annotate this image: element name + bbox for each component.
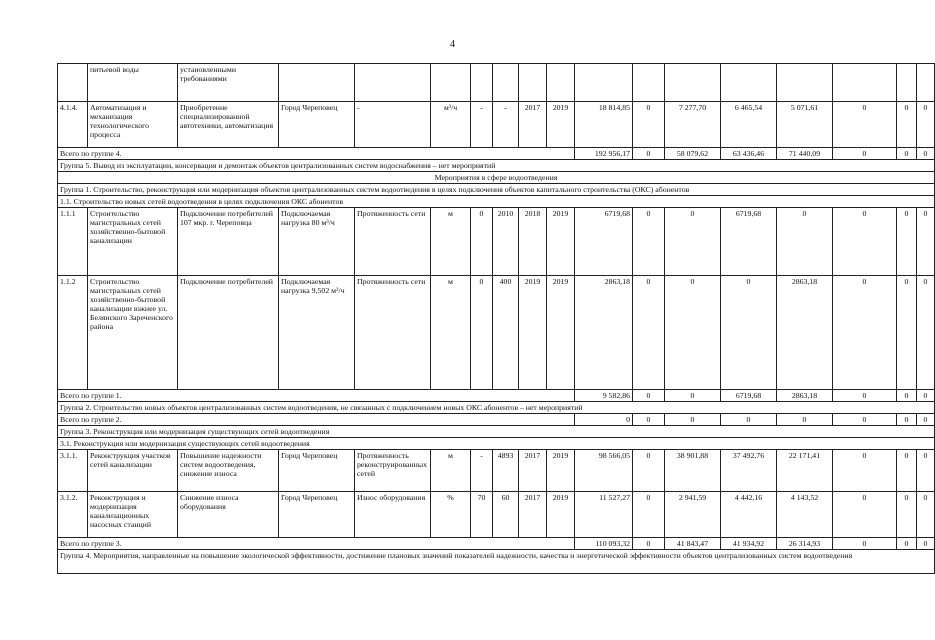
cell-v5: 0 bbox=[833, 208, 897, 276]
total-cell-v5: 0 bbox=[833, 390, 897, 402]
cell-location: Город Череповец bbox=[279, 450, 355, 492]
table-row bbox=[58, 276, 935, 390]
cell-indicator: Протяженность реконструированных сетей bbox=[355, 450, 431, 492]
cell-start: 2017 bbox=[519, 102, 547, 148]
cell-start: 2018 bbox=[519, 208, 547, 276]
table-row bbox=[58, 538, 935, 550]
cell-unit bbox=[431, 64, 471, 102]
cell-z2: 0 bbox=[917, 492, 935, 538]
group-total-label: Всего по группе 4. bbox=[58, 148, 575, 160]
table-row bbox=[58, 492, 935, 538]
group-total-label: Всего по группе 1. bbox=[58, 390, 575, 402]
cell-start: 2019 bbox=[519, 276, 547, 390]
cell-v2: 0 bbox=[665, 276, 721, 390]
cell-unit: м bbox=[431, 450, 471, 492]
total-cell-z2: 0 bbox=[917, 148, 935, 160]
total-cell-v3: 6719,68 bbox=[721, 390, 777, 402]
cell-v2: 2 941,59 bbox=[665, 492, 721, 538]
cell-v5: 0 bbox=[833, 276, 897, 390]
total-cell-v1: 0 bbox=[633, 390, 665, 402]
cell-goal: установленными требованиями bbox=[178, 64, 279, 102]
total-cell-z2: 0 bbox=[917, 414, 935, 426]
total-cell-z2: 0 bbox=[917, 538, 935, 550]
cell-v2: 7 277,70 bbox=[665, 102, 721, 148]
cell-v4: 4 143,52 bbox=[777, 492, 833, 538]
cell-v5: 0 bbox=[833, 102, 897, 148]
cell-name: Автоматизация и механизация технологического процесса bbox=[88, 102, 178, 148]
total-cell-v5: 0 bbox=[833, 414, 897, 426]
group-total-label: Всего по группе 3. bbox=[58, 538, 575, 550]
cell-total: 2863,18 bbox=[575, 276, 633, 390]
cell-v1: 0 bbox=[633, 276, 665, 390]
cell-v2: 0 bbox=[665, 208, 721, 276]
total-cell-v2: 41 843,47 bbox=[665, 538, 721, 550]
cell-target: - bbox=[493, 102, 519, 148]
total-cell-z1: 0 bbox=[897, 390, 917, 402]
cell-end: 2019 bbox=[547, 208, 575, 276]
total-cell-total: 0 bbox=[575, 414, 633, 426]
group-title: Группа 2. Строительство новых объектов централизованных систем водоотведения, не связанных с подключением новых ОКС абонентов – нет мероприятий bbox=[58, 402, 935, 414]
cell-v3: 37 492,76 bbox=[721, 450, 777, 492]
cell-v3 bbox=[721, 64, 777, 102]
cell-v4: 2863,18 bbox=[777, 276, 833, 390]
cell-indicator: - bbox=[355, 102, 431, 148]
table-row bbox=[58, 172, 935, 184]
table-row bbox=[58, 550, 935, 574]
cell-end: 2019 bbox=[547, 102, 575, 148]
cell-location bbox=[279, 64, 355, 102]
total-cell-v2: 0 bbox=[665, 414, 721, 426]
cell-total: 6719,68 bbox=[575, 208, 633, 276]
total-cell-v3: 0 bbox=[721, 414, 777, 426]
cell-indicator: Протяженность сети bbox=[355, 208, 431, 276]
cell-v3: 6719,68 bbox=[721, 208, 777, 276]
cell-target bbox=[493, 64, 519, 102]
cell-base: 0 bbox=[471, 276, 493, 390]
cell-v1: 0 bbox=[633, 208, 665, 276]
total-cell-v3: 41 934,92 bbox=[721, 538, 777, 550]
cell-v1: 0 bbox=[633, 492, 665, 538]
total-cell-v4: 71 440,09 bbox=[777, 148, 833, 160]
cell-end bbox=[547, 64, 575, 102]
total-cell-z1: 0 bbox=[897, 148, 917, 160]
cell-v5: 0 bbox=[833, 492, 897, 538]
cell-v3: 0 bbox=[721, 276, 777, 390]
total-cell-v4: 0 bbox=[777, 414, 833, 426]
cell-location: Город Череповец bbox=[279, 102, 355, 148]
total-cell-z1: 0 bbox=[897, 414, 917, 426]
section-heading: Мероприятия в сфере водоотведения bbox=[58, 172, 935, 184]
cell-v5: 0 bbox=[833, 450, 897, 492]
group-title: Группа 5. Вывод из эксплуатации, консервация и демонтаж объектов централизованных систем водоснабжения – нет мероприятий bbox=[58, 160, 935, 172]
cell-z1: 0 bbox=[897, 492, 917, 538]
cell-location: Город Череповец bbox=[279, 492, 355, 538]
cell-z2: 0 bbox=[917, 276, 935, 390]
total-cell-v1: 0 bbox=[633, 538, 665, 550]
cell-v4: 5 071,61 bbox=[777, 102, 833, 148]
cell-z1: 0 bbox=[897, 450, 917, 492]
cell-name: Строительство магистральных сетей хозяйственно-бытовой канализации южнее ул. Белянского Зареченского района bbox=[88, 276, 178, 390]
cell-z2: 0 bbox=[917, 102, 935, 148]
total-cell-v5: 0 bbox=[833, 148, 897, 160]
cell-unit: м³/ч bbox=[431, 102, 471, 148]
total-cell-z2: 0 bbox=[917, 390, 935, 402]
cell-goal: Снижение износа оборудования bbox=[178, 492, 279, 538]
cell-target: 400 bbox=[493, 276, 519, 390]
cell-z2: 0 bbox=[917, 450, 935, 492]
cell-target: 2010 bbox=[493, 208, 519, 276]
cell-v4 bbox=[777, 64, 833, 102]
cell-v4: 0 bbox=[777, 208, 833, 276]
cell-indicator: Износ оборудования bbox=[355, 492, 431, 538]
investment-program-table bbox=[57, 63, 935, 574]
table-row bbox=[58, 208, 935, 276]
cell-v1: 0 bbox=[633, 102, 665, 148]
table-row bbox=[58, 102, 935, 148]
cell-total bbox=[575, 64, 633, 102]
table-row bbox=[58, 438, 935, 450]
table-row bbox=[58, 414, 935, 426]
table-row bbox=[58, 184, 935, 196]
cell-goal: Повышение надежности систем водоотведения, снижение износа bbox=[178, 450, 279, 492]
total-cell-v2: 0 bbox=[665, 390, 721, 402]
cell-name: Строительство магистральных сетей хозяйственно-бытовой канализации bbox=[88, 208, 178, 276]
total-cell-v1: 0 bbox=[633, 148, 665, 160]
cell-base: 0 bbox=[471, 208, 493, 276]
cell-z1: 0 bbox=[897, 102, 917, 148]
total-cell-total: 9 582,86 bbox=[575, 390, 633, 402]
total-cell-v3: 63 436,46 bbox=[721, 148, 777, 160]
cell-target: 4893 bbox=[493, 450, 519, 492]
group-total-label: Всего по группе 2. bbox=[58, 414, 575, 426]
cell-name: Реконструкция участков сетей канализации bbox=[88, 450, 178, 492]
cell-base: 70 bbox=[471, 492, 493, 538]
cell-total: 11 527,27 bbox=[575, 492, 633, 538]
cell-total: 98 566,05 bbox=[575, 450, 633, 492]
group-title: 3.1. Реконструкция или модернизация существующих сетей водоотведения bbox=[58, 438, 935, 450]
cell-end: 2019 bbox=[547, 450, 575, 492]
total-cell-v2: 58 079,62 bbox=[665, 148, 721, 160]
cell-goal: Подключение потребителей 107 мкр. г. Череповца bbox=[178, 208, 279, 276]
cell-v3: 4 442,16 bbox=[721, 492, 777, 538]
cell-target: 60 bbox=[493, 492, 519, 538]
total-cell-total: 192 956,17 bbox=[575, 148, 633, 160]
group-title: Группа 1. Строительство, реконструкция или модернизация объектов централизованных систем водоотведения в целях подключения объектов капитального строительства (ОКС) абонентов bbox=[58, 184, 935, 196]
table-row bbox=[58, 390, 935, 402]
total-cell-v1: 0 bbox=[633, 414, 665, 426]
table-row bbox=[58, 148, 935, 160]
cell-v2 bbox=[665, 64, 721, 102]
total-cell-v4: 26 314,93 bbox=[777, 538, 833, 550]
cell-z1: 0 bbox=[897, 208, 917, 276]
cell-start: 2017 bbox=[519, 450, 547, 492]
page-number: 4 bbox=[450, 39, 455, 50]
cell-location: Подключаемая нагрузка 80 м³/ч bbox=[279, 208, 355, 276]
cell-indicator bbox=[355, 64, 431, 102]
cell-end: 2019 bbox=[547, 276, 575, 390]
cell-v1 bbox=[633, 64, 665, 102]
cell-start bbox=[519, 64, 547, 102]
cell-location: Подключаемая нагрузка 9,502 м³/ч bbox=[279, 276, 355, 390]
table-row bbox=[58, 64, 935, 102]
total-cell-v4: 2863,18 bbox=[777, 390, 833, 402]
cell-indicator: Протяженность сети bbox=[355, 276, 431, 390]
cell-v3: 6 465,54 bbox=[721, 102, 777, 148]
table-row bbox=[58, 402, 935, 414]
cell-id: 1.1.2 bbox=[58, 276, 88, 390]
cell-v5 bbox=[833, 64, 897, 102]
cell-end: 2019 bbox=[547, 492, 575, 538]
cell-base: - bbox=[471, 450, 493, 492]
cell-name: питьевой воды bbox=[88, 64, 178, 102]
cell-z1 bbox=[897, 64, 917, 102]
group-title: 1.1. Строительство новых сетей водоотведения в целях подключения ОКС абонентов bbox=[58, 196, 935, 208]
cell-id: 3.1.2. bbox=[58, 492, 88, 538]
cell-v4: 22 171,41 bbox=[777, 450, 833, 492]
cell-id bbox=[58, 64, 88, 102]
total-cell-z1: 0 bbox=[897, 538, 917, 550]
group-title: Группа 3. Реконструкция или модернизация существующих сетей водоотведения bbox=[58, 426, 935, 438]
cell-z2: 0 bbox=[917, 208, 935, 276]
cell-unit: м bbox=[431, 208, 471, 276]
cell-base: - bbox=[471, 102, 493, 148]
cell-v1: 0 bbox=[633, 450, 665, 492]
cell-base bbox=[471, 64, 493, 102]
cell-total: 18 814,85 bbox=[575, 102, 633, 148]
cell-unit: м bbox=[431, 276, 471, 390]
total-cell-total: 110 093,32 bbox=[575, 538, 633, 550]
cell-id: 4.1.4. bbox=[58, 102, 88, 148]
cell-v2: 38 901,88 bbox=[665, 450, 721, 492]
total-cell-v5: 0 bbox=[833, 538, 897, 550]
cell-id: 3.1.1. bbox=[58, 450, 88, 492]
cell-id: 1.1.1 bbox=[58, 208, 88, 276]
group-title: Группа 4. Мероприятия, направленные на повышение экологической эффективности, достижение плановых значений показателей надежности, качества и энергетической эффективности объектов централизованных систем водоотведения bbox=[58, 550, 935, 574]
cell-z2 bbox=[917, 64, 935, 102]
cell-unit: % bbox=[431, 492, 471, 538]
cell-goal: Подключение потребителей bbox=[178, 276, 279, 390]
cell-name: Реконструкция и модернизация канализационных насосных станций bbox=[88, 492, 178, 538]
table-row bbox=[58, 450, 935, 492]
cell-start: 2017 bbox=[519, 492, 547, 538]
table-row bbox=[58, 196, 935, 208]
cell-goal: Приобретение специализированной автотехники, автоматизация bbox=[178, 102, 279, 148]
cell-z1: 0 bbox=[897, 276, 917, 390]
table-row bbox=[58, 426, 935, 438]
table-row bbox=[58, 160, 935, 172]
